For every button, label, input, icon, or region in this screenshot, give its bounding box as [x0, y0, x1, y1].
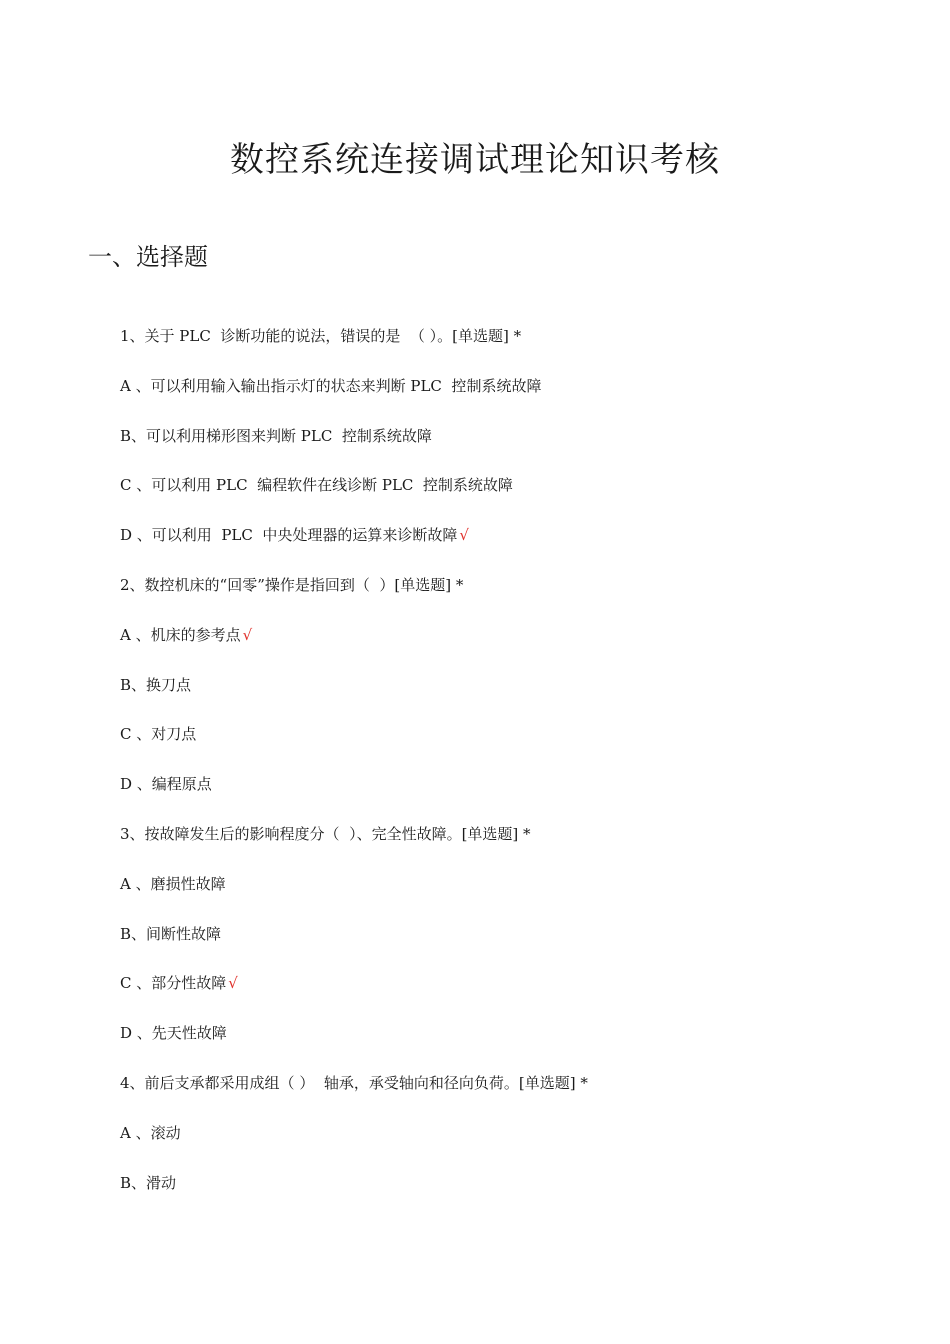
section-heading: 一、选择题 [88, 243, 208, 271]
question-3-option-a [120, 870, 900, 920]
question-2-option-c [120, 720, 900, 770]
line-text: D 、可以利用 PLC 中央处理器的运算来诊断故障 [120, 526, 458, 545]
correct-check-icon: √ [228, 974, 238, 993]
line-text: C 、部分性故障 [120, 974, 227, 993]
question-1-stem [120, 322, 900, 372]
line-text: C 、可以利用 PLC 编程软件在线诊断 PLC 控制系统故障 [120, 476, 513, 495]
line-text: 2、数控机床的“回零”操作是指回到（ ）[单选题] * [120, 575, 464, 594]
question-3-option-c [120, 969, 900, 1019]
question-4-option-b [120, 1169, 900, 1219]
question-2-option-d [120, 770, 900, 820]
line-text: B、间断性故障 [120, 924, 222, 943]
line-text: A 、机床的参考点 [120, 625, 241, 644]
line-text: B、滑动 [120, 1173, 177, 1192]
question-list [120, 322, 900, 1218]
line-text: B、可以利用梯形图来判断 PLC 控制系统故障 [120, 426, 432, 445]
question-1-option-b [120, 422, 900, 472]
line-text: 4、前后支承都采用成组（ ） 轴承，承受轴向和径向负荷。[单选题] * [120, 1073, 588, 1092]
line-text: C 、对刀点 [120, 725, 197, 744]
question-4-option-a [120, 1119, 900, 1169]
line-text: 3、按故障发生后的影响程度分（ ）、完全性故障。[单选题] * [120, 824, 531, 843]
question-2-option-a [120, 621, 900, 671]
page-title: 数控系统连接调试理论知识考核 [230, 140, 720, 180]
correct-check-icon: √ [242, 625, 253, 644]
line-text: D 、编程原点 [120, 775, 212, 794]
question-2-option-b [120, 671, 900, 721]
line-text: A 、磨损性故障 [120, 874, 226, 893]
line-text: B、换刀点 [120, 675, 192, 694]
question-3-stem [120, 820, 900, 870]
question-1-option-a [120, 372, 900, 422]
line-text: A 、滚动 [120, 1123, 181, 1142]
line-text: D 、先天性故障 [120, 1024, 227, 1043]
question-2-stem [120, 571, 900, 621]
question-3-option-b [120, 920, 900, 970]
question-3-option-d [120, 1019, 900, 1069]
correct-check-icon: √ [459, 526, 469, 545]
question-1-option-d [120, 521, 900, 571]
question-4-stem [120, 1069, 900, 1119]
question-1-option-c [120, 471, 900, 521]
line-text: A 、可以利用输入输出指示灯的状态来判断 PLC 控制系统故障 [120, 376, 542, 395]
line-text: 1、关于 PLC 诊断功能的说法，错误的是 （ ）。[单选题] * [120, 327, 522, 345]
